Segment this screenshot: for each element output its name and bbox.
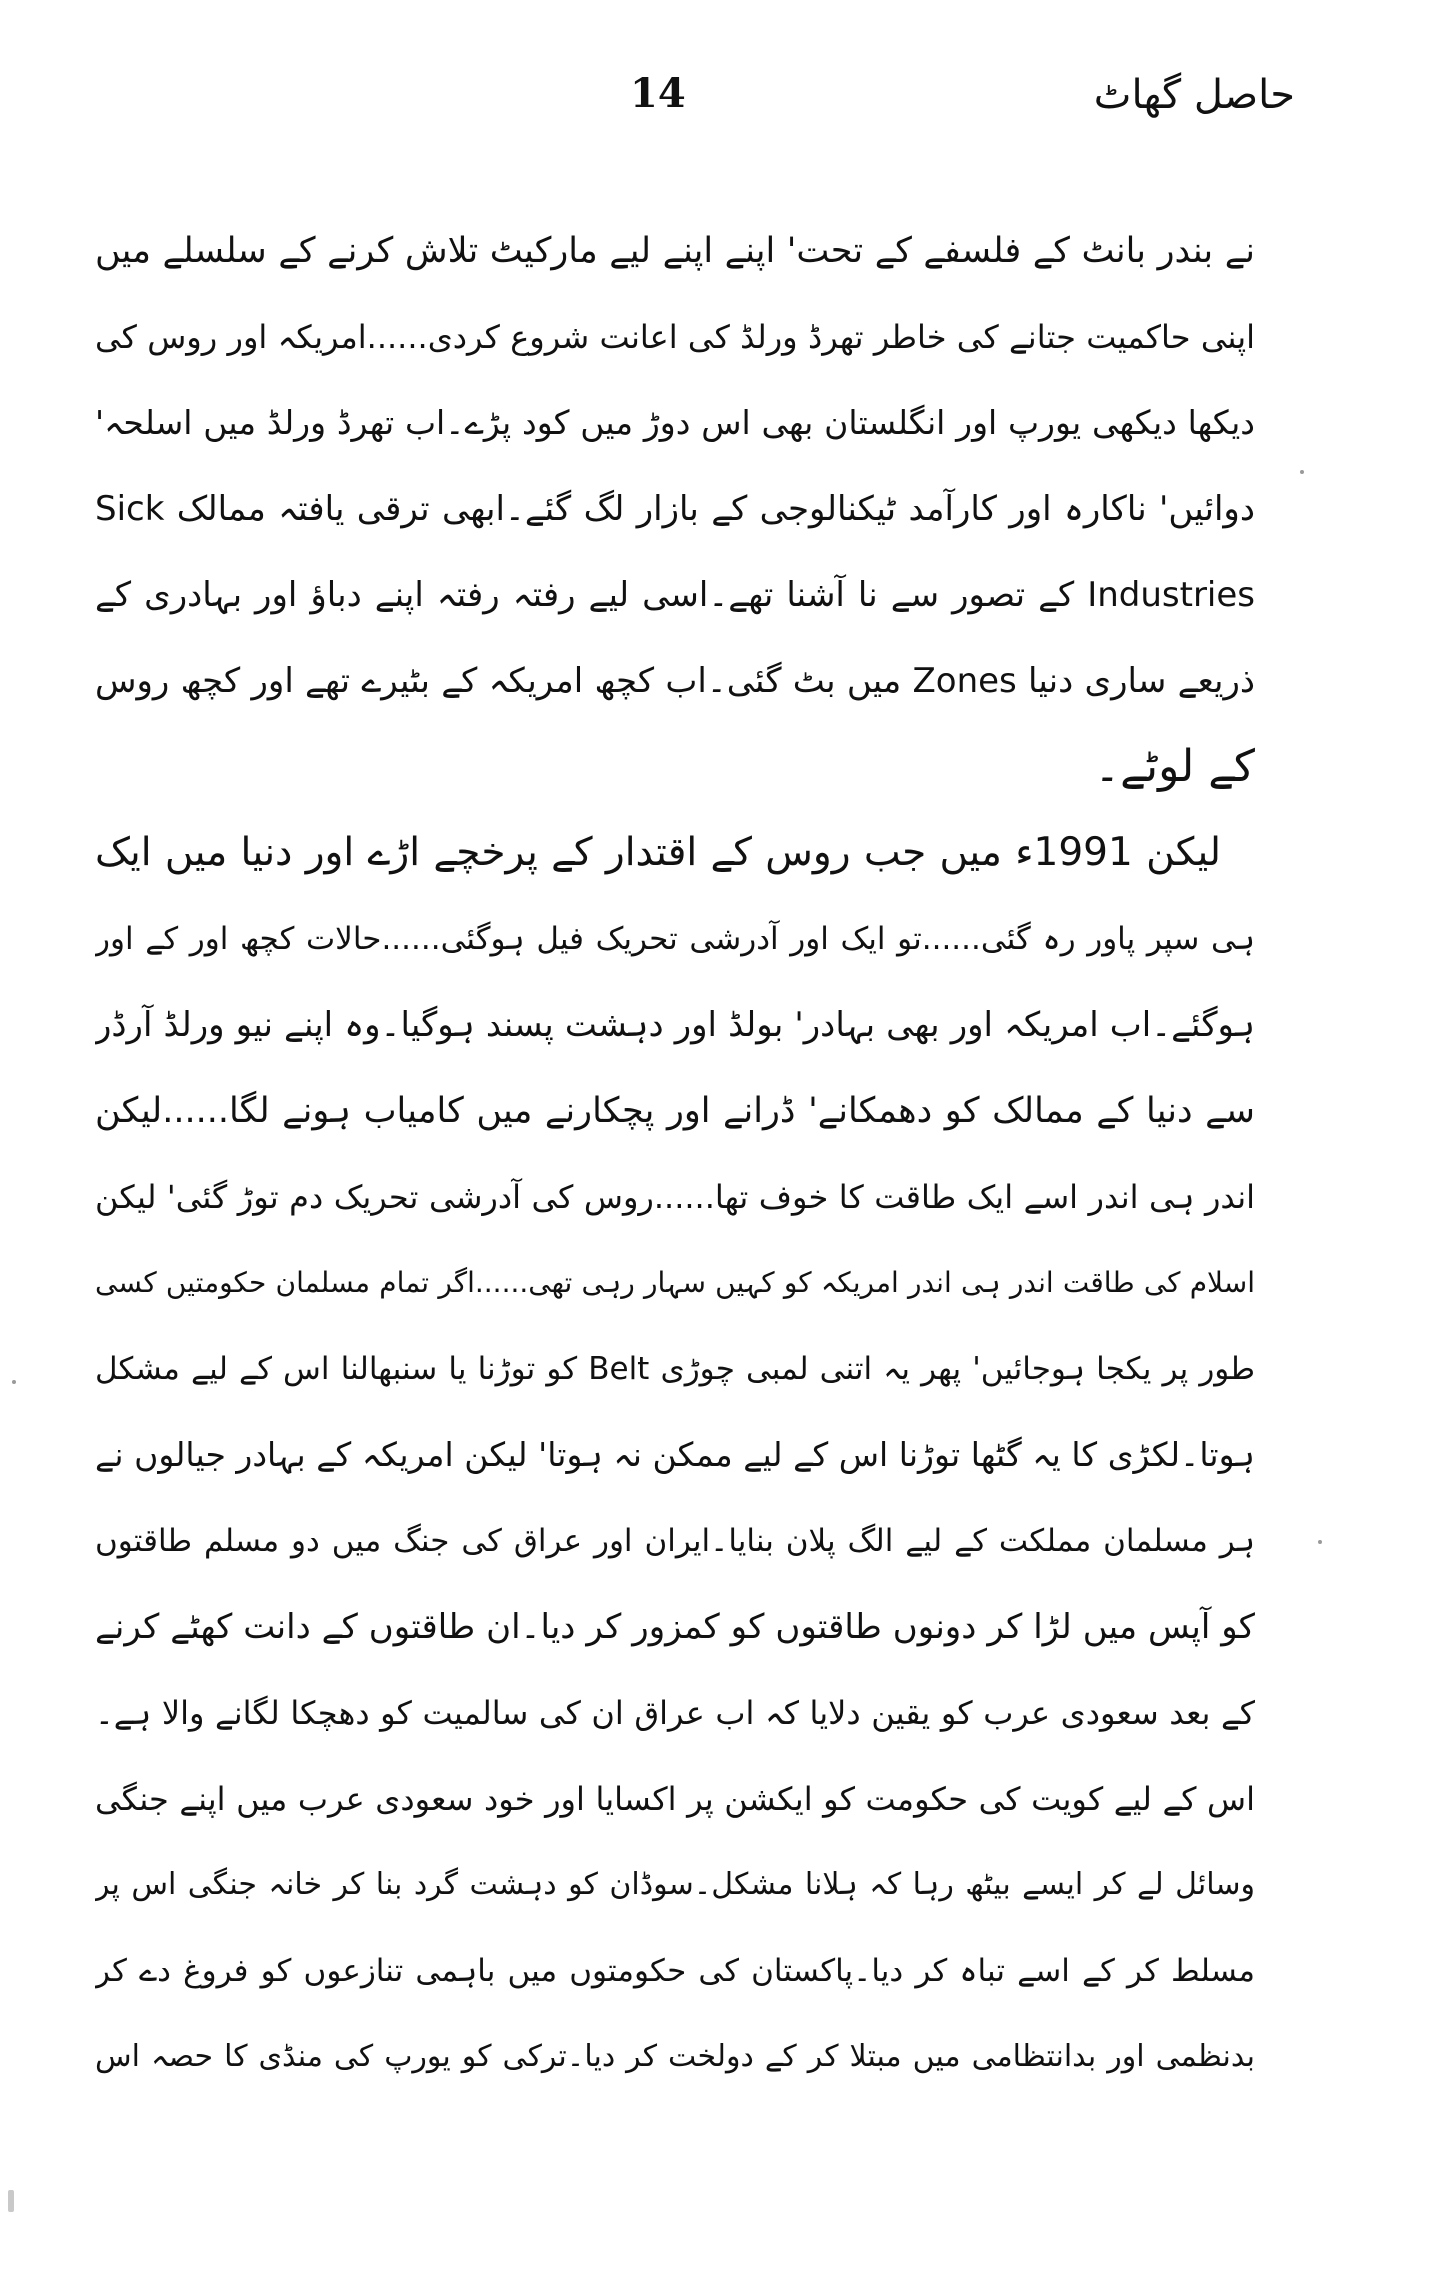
scan-artifact	[8, 2190, 14, 2212]
text-line: کے بعد سعودی عرب کو یقین دلایا کہ اب عراق ان کی سالمیت کو دھچکا لگانے والا ہے۔	[95, 1694, 1255, 1732]
text-line: مسلط کر کے اسے تباہ کر دیا۔پاکستان کی حکومتوں میں باہمی تنازعوں کو فروغ دے کر	[95, 1953, 1255, 1989]
text-line: وسائل لے کر ایسے بیٹھ رہا کہ ہلانا مشکل۔سوڈان کو دہشت گرد بنا کر خانہ جنگی اس پر	[95, 1867, 1255, 1902]
text-line: ہی سپر پاور رہ گئی......تو ایک اور آدرشی تحریک فیل ہوگئی......حالات کچھ اور کے اور	[95, 921, 1255, 957]
text-line: اپنی حاکمیت جتانے کی خاطر تھرڈ ورلڈ کی اعانت شروع کردی......امریکہ اور روس کی	[95, 318, 1255, 356]
text-line: ہوگئے۔اب امریکہ اور بھی بہادر' بولڈ اور دہشت پسند ہوگیا۔وہ اپنے نیو ورلڈ آرڈر	[95, 1005, 1255, 1045]
text-line: اسلام کی طاقت اندر ہی اندر امریکہ کو کہیں سہار رہی تھی......اگر تمام مسلمان حکومتیں کسی	[95, 1266, 1255, 1299]
text-line: طور پر یکجا ہوجائیں' پھر یہ اتنی لمبی چوڑی Belt کو توڑنا یا سنبھالنا اس کے لیے مشکل	[95, 1351, 1255, 1387]
text-line: بدنظمی اور بدانتظامی میں مبتلا کر کے دولخت کر دیا۔ترکی کو یورپ کی منڈی کا حصہ اس	[95, 2039, 1255, 2074]
text-line: ذریعے ساری دنیا Zones میں بٹ گئی۔اب کچھ امریکہ کے بٹیرے تھے اور کچھ روس	[95, 661, 1255, 701]
text-line: کو آپس میں لڑا کر دونوں طاقتوں کو کمزور کر دیا۔ان طاقتوں کے دانت کھٹے کرنے	[95, 1607, 1255, 1647]
text-line: Industries کے تصور سے نا آشنا تھے۔اسی لیے رفتہ رفتہ اپنے دباؤ اور بہادری کے	[95, 575, 1255, 615]
text-line: اندر ہی اندر اسے ایک طاقت کا خوف تھا......روس کی آدرشی تحریک دم توڑ گئی' لیکن	[95, 1178, 1255, 1216]
body-text	[95, 208, 1255, 2100]
text-line-paragraph-start: لیکن 1991ء میں جب روس کے اقتدار کے پرخچے اڑے اور دنیا میں ایک	[95, 830, 1221, 875]
scan-speck	[1318, 1540, 1322, 1544]
text-line: کے لوٹے۔	[1094, 741, 1255, 792]
page-number: 14	[630, 70, 686, 117]
text-line: ہوتا۔لکڑی کا یہ گٹھا توڑنا اس کے لیے ممکن نہ ہوتا' لیکن امریکہ کے بہادر جیالوں نے	[95, 1435, 1255, 1474]
text-line: دوائیں' ناکارہ اور کارآمد ٹیکنالوجی کے بازار لگ گئے۔ابھی ترقی یافتہ ممالک Sick	[95, 489, 1255, 529]
scan-speck	[12, 1380, 16, 1384]
text-line: نے بندر بانٹ کے فلسفے کے تحت' اپنے اپنے لیے مارکیٹ تلاش کرنے کے سلسلے میں	[95, 231, 1255, 271]
text-line: سے دنیا کے ممالک کو دھمکانے' ڈرانے اور پچکارنے میں کامیاب ہونے لگا......لیکن	[95, 1091, 1255, 1131]
scan-speck	[1300, 470, 1304, 474]
text-line: ہر مسلمان مملکت کے لیے الگ پلان بنایا۔ایران اور عراق کی جنگ میں دو مسلم طاقتوں	[95, 1523, 1255, 1559]
text-line: دیکھا دیکھی یورپ اور انگلستان بھی اس دوڑ میں کود پڑے۔اب تھرڈ ورلڈ میں اسلحہ'	[95, 403, 1255, 442]
text-line: اس کے لیے کویت کی حکومت کو ایکشن پر اکسایا اور خود سعودی عرب میں اپنے جنگی	[95, 1780, 1255, 1818]
book-title: حاصل گھاٹ	[1093, 72, 1295, 118]
